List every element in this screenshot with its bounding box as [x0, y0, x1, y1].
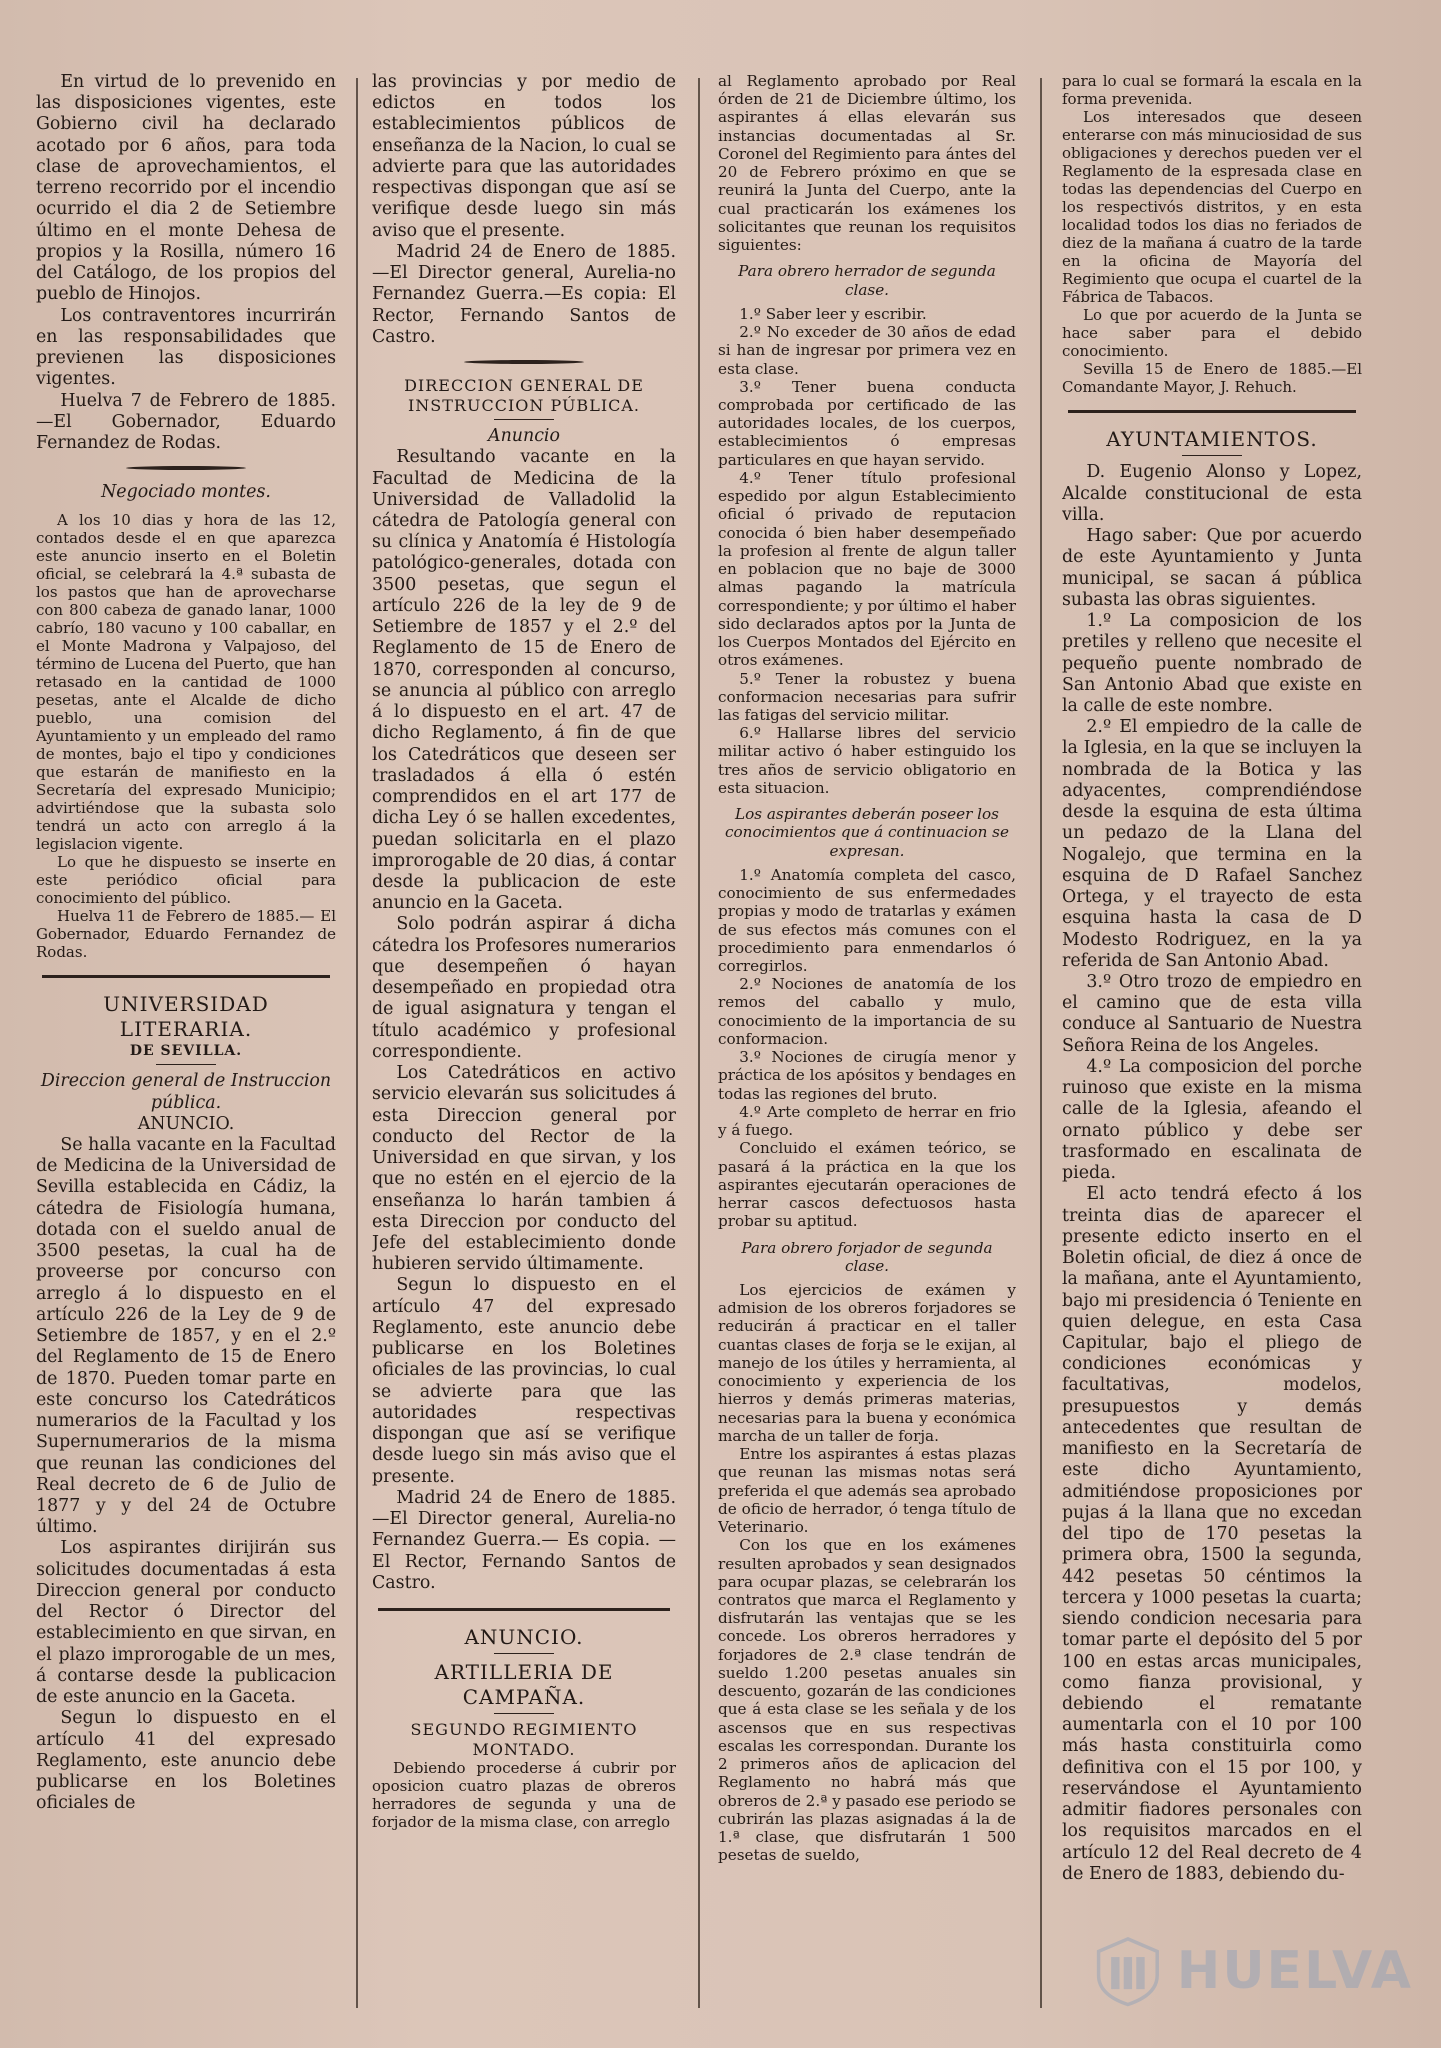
edict-text: En virtud de lo prevenido en las disposiciones vigentes, este Gobierno civil ha declarado acotado por 6 años, para toda clase de aprovechamientos, el terreno recorrido por el incendio ocurrido el dia 2 de Setiembre último en el monte Dehesa de propios y la Rosilla, número 16 del Catálogo, de los propios del pueblo de Hinojos.: [36, 72, 336, 305]
works-item: 3.º Otro trozo de empiedro en el camino que de esta villa conduce al Santuario de Nuestra Señora Reina de los Angeles.: [1062, 972, 1362, 1056]
auction-signature: Huelva 11 de Febrero de 1885.— El Gobernador, Eduardo Fernandez de Rodas.: [36, 907, 336, 962]
section-title: Negociado montes.: [101, 482, 271, 503]
short-rule: [494, 1653, 554, 1654]
column-3: [718, 72, 1016, 2008]
municipal-text: D. Eugenio Alonso y Lopez, Alcalde constitucional de esta villa.: [1062, 462, 1362, 525]
knowledge-item: 3.º Nociones de cirugía menor y práctica de los apósitos y bendages en todas las regiones del bruto.: [718, 1048, 1016, 1103]
requirement-item: 1.º Saber leer y escribir.: [739, 304, 927, 323]
requirement-item: 5.º Tener la robustez y buena conformacion necesarias para sufrir las fatigas del servicio militar.: [718, 669, 1016, 724]
auction-text: Lo que he dispuesto se inserte en este periódico oficial para conocimiento del público.: [36, 853, 336, 908]
regiment-text: al Reglamento aprobado por Real órden de 21 de Diciembre último, los aspirantes á ellas elevarán sus instancias documentadas al Sr. Coronel del Regimiento para ántes del 20 de Febrero próximo en que se reunirá la Junta del Cuerpo, ante la cual practicarán los exámenes los solicitantes que reunan los requisitos siguientes:: [718, 72, 1016, 255]
requirement-item: 4.º Tener título profesional espedido por algun Establecimiento oficial ó privado de reputacion conocida ó bien haber desempeñado la profesion al frente de algun taller en poblacion que no baje de 3000 almas pagando la matrícula correspondiente; y por último el haber sido declarados aptos por la Junta de los Cuerpos Montados del Ejército en otros exámenes.: [718, 468, 1016, 670]
regiment-text: para lo cual se formará la escala en la forma prevenida.: [1062, 72, 1362, 108]
knowledge-item: 1.º Anatomía completa del casco, conocimiento de sus enfermedades propias y modo de tratarlas y exámen de sus efectos más comunes con el procedimiento para enmendarlos ó corregirlos.: [718, 865, 1016, 976]
divider-ornament: [464, 360, 584, 364]
announcement-text: Se halla vacante en la Facultad de Medicina de la Universidad de Sevilla establecida en Cádiz, la cátedra de Fisiología humana, dotada con el sueldo anual de 3500 pesetas, la cual ha de proveerse por concurso con arreglo á lo dispuesto en el artículo 226 de la Ley de 9 de Setiembre de 1857, y en el 2.º del Reglamento de 15 de Enero de 1870. Pueden tomar parte en este concurso los Catedráticos numerarios de la Facultad y los Supernumerarios de la misma que reunan las condiciones del Real decreto de 6 de Julio de 1877 y y del 24 de Octubre último.: [36, 1135, 336, 1538]
university-subtitle: DE SEVILLA.: [129, 1043, 243, 1060]
artillery-title: ARTILLERIA DE CAMPAÑA.: [434, 1660, 614, 1709]
announcement-text: Resultando vacante en la Facultad de Medicina de la Universidad de Valladolid la cátedra de Patología general con su clínica y Anatomía é Histología patológico-generales, dotada con 3500 pesetas, que segun el artículo 226 de la ley de 9 de Setiembre de 1857 y el 2.º del Reglamento de 15 de Enero de 1870, corresponden al concurso, se anuncia al público con arreglo á lo dispuesto en el art. 47 de dicho Reglamento, á fin de que los Catedráticos que deseen ser trasladados á ella ó estén comprendidos en el art 177 de dicha Ley ó se hallen excedentes, puedan solicitarla en el plazo improrogable de 20 dias, á contar desde la publicacion de este anuncio en la Gaceta.: [372, 447, 676, 914]
regiment-text: Los interesados que deseen enterarse con más minuciosidad de sus obligaciones y derechos pueden ver el Reglamento de la espresada clase en todas las dependencias del Cuerpo en los respectivós distritos, y en esta localidad todos los dias no feriados de diez de la mañana á cuatro de la tarde en la oficina de Mayoría del Regimiento que ocupa el cuartel de la Fábrica de Tabacos.: [1062, 108, 1362, 306]
library-watermark: [1093, 1916, 1413, 2026]
subsection-title: Los aspirantes deberán poseer los conocimientos que á continuacion se expresan.: [725, 805, 1009, 860]
works-item: 1.º La composicion de los pretiles y relleno que necesite el pequeño puente nombrado de San Antonio Abad que existe en la calle de este nombre.: [1062, 611, 1362, 716]
column-1: [36, 72, 336, 2008]
knowledge-item: 2.º Nociones de anatomía de los remos del caballo y mulo, conocimiento de la importancia de su conformacion.: [718, 975, 1016, 1048]
subsection-title: Para obrero forjador de segunda clase.: [741, 1238, 993, 1275]
column-divider: [356, 78, 358, 2008]
announcement-signature: Madrid 24 de Enero de 1885. —El Director general, Aurelia-no Fernandez Guerra.—Es copia: El Rector, Fernando Santos de Castro.: [372, 241, 676, 347]
divider-ornament: [126, 466, 246, 470]
column-divider: [1040, 78, 1042, 2008]
university-title: UNIVERSIDAD LITERARIA.: [103, 992, 269, 1041]
short-rule: [1182, 455, 1242, 456]
municipal-text: Hago saber: Que por acuerdo de este Ayuntamiento y Junta municipal, se sacan á pública subasta las obras siguientes.: [1062, 526, 1362, 610]
requirement-item: 6.º Hallarse libres del servicio militar activo ó haber estinguido los tres años de servicio obligatorio en esta situacion.: [718, 724, 1016, 797]
municipal-text: El acto tendrá efecto á los treinta dias de aparecer el presente edicto inserto en el Boletin oficial, de diez á once de la mañana, ante el Ayuntamiento, bajo mi presidencia ó Teniente en quien delegue, en esta Casa Capitular, bajo el pliego de condiciones económicas y facultativas, modelos, presupuestos y demás antecedentes que resultan de manifiesto en la Secretaría de este dicho Ayuntamiento, admitiéndose proposiciones por pujas á la llana que no excedan del tipo de 170 pesetas la primera obra, 1500 la segunda, 442 pesetas 50 céntimos la tercera y 1000 pesetas la cuarta; siendo condicion necesaria para tomar parte el depósito del 5 por 100 en estas arcas municipales, como fianza provisional, y debiendo el rematante aumentarla con el 10 por 100 más hasta constituirla como definitiva con el 15 por 100, y reservándose el Ayuntamiento admitir fiadores personales con los requisitos marcados en el artículo 12 del Real decreto de 4 de Enero de 1883, debiendo du-: [1062, 1184, 1362, 1884]
section-rule: [1068, 410, 1356, 413]
announcement-text: Los aspirantes dirijirán sus solicitudes documentadas á esta Direccion general por conducto del Rector ó Director del establecimiento en que sirvan, en el plazo improrogable de un mes, á contarse desde la publicacion de este anuncio en la Gaceta.: [36, 1538, 336, 1708]
announcement-signature: Madrid 24 de Enero de 1885. —El Director general, Aurelia-no Fernandez Guerra.— Es copia. — El Rector, Fernando Santos de Castro.: [372, 1487, 676, 1593]
regiment-text: Debiendo procederse á cubrir por oposicion cuatro plazas de obreros herradores de segunda y una de forjador de la misma clase, con arreglo: [372, 1759, 676, 1832]
short-rule: [494, 1713, 554, 1714]
auction-text: A los 10 dias y hora de las 12, contados desde el en que aparezca este anuncio inserto en el Boletin oficial, se celebrará la 4.ª subasta de los pastos que han de aprovecharse con 800 cabeza de ganado lanar, 1000 cabrío, 180 vacuno y 100 caballar, en el Monte Madrona y Valpajoso, del término de Lucena del Puerto, que han retasado en la cantidad de 1000 pesetas, ante el Alcalde de dicho pueblo, una comision del Ayuntamiento y un empleado del ramo de montes, bajo el tipo y condiciones que estarán de manifiesto en la Secretaría del expresado Municipio; advirtiéndose que la subasta solo tendrá un acto con arreglo á la legislacion vigente.: [36, 511, 336, 854]
regiment-signature: Sevilla 15 de Enero de 1885.—El Comandante Mayor, J. Rehuch.: [1062, 360, 1362, 396]
announcement-title: Anuncio: [488, 426, 560, 447]
requirement-item: 3.º Tener buena conducta comprobada por certificado de las autoridades locales, de los cuerpos, establecimientos ó empresas particulares en que hayan servido.: [718, 377, 1016, 469]
column-divider: [698, 78, 700, 2008]
regiment-title: SEGUNDO REGIMIENTO MONTADO.: [410, 1720, 638, 1759]
section-rule: [378, 1608, 670, 1611]
edict-text: Los contraventores incurrirán en las responsabilidades que previenen las disposiciones vigentes.: [36, 305, 336, 390]
municipality-title: AYUNTAMIENTOS.: [1106, 427, 1318, 451]
column-4: [1062, 72, 1362, 2008]
short-rule: [494, 419, 554, 420]
direction-title: DIRECCION GENERAL DE INSTRUCCION PÚBLICA.: [404, 376, 644, 415]
works-item: 4.º La composicion del porche ruinoso que existe en la misma calle de la Iglesia, afeando el ornato público y debe ser trasformado en escalinata de pieda.: [1062, 1056, 1362, 1184]
regiment-text: Entre los aspirantes á estas plazas que reunan las mismas notas será preferida el que además sea aprobado de oficio de herrador, ó tenga título de Veterinario.: [718, 1445, 1016, 1537]
regiment-text: Concluido el exámen teórico, se pasará á la práctica en la que los aspirantes ejecutarán operaciones de herrar cascos defectuosos hasta probar su aptitud.: [718, 1139, 1016, 1231]
library-stamp-icon: [1093, 1921, 1163, 2021]
regiment-text: Con los que en los exámenes resulten aprobados y sean designados para ocupar plazas, se celebrarán los contratos que marca el Reglamento y disfrutarán las ventajas que se les concede. Los obreros herradores y forjadores de 2.ª clase tendrán de sueldo 1.200 pesetas anuales sin descuento, gozarán de las condiciones que á esta clase se les señala y de los ascensos que en sus respectivas escalas les correspondan. Durante los 2 primeros años de aplicacion del Reglamento no habrá más que obreros de 2.ª y pasado ese periodo se cubrirán las plazas asignadas á la de 1.ª clase, que disfrutarán 1 500 pesetas de sueldo,: [718, 1536, 1016, 1865]
column-2: [372, 72, 676, 2008]
requirement-item: 2.º No exceder de 30 años de edad si han de ingresar por primera vez en esta clase.: [718, 323, 1016, 378]
section-rule: [42, 975, 330, 978]
announcement-text: Los Catedráticos en activo servicio elevarán sus solicitudes á esta Direccion general por conducto del Rector de la Universidad en que sirvan, y los que no estén en el ejercio de la enseñanza lo harán tambien á esta Direccion por conducto del Jefe del establecimiento donde hubieren servido últimamente.: [372, 1063, 676, 1275]
regiment-text: Los ejercicios de exámen y admision de los obreros forjadores se reducirán á practicar en el taller cuantas clases de forja se le exijan, al manejo de los útiles y herramienta, al conocimiento y experiencia de los hierros y demás primeras materias, necesarias para la buena y económica marcha de un taller de forja.: [718, 1281, 1016, 1445]
regiment-text: Lo que por acuerdo de la Junta se hace saber para el debido conocimiento.: [1062, 306, 1362, 360]
direction-title: Direccion general de Instruccion pública.: [40, 1071, 332, 1113]
announcement-text: Solo podrán aspirar á dicha cátedra los Profesores numerarios que desempeñen ó hayan desempeñado en propiedad otra de igual asignatura y tengan el título académico y profesional correspondiente.: [372, 914, 676, 1062]
knowledge-item: 4.º Arte completo de herrar en frio y á fuego.: [718, 1102, 1016, 1140]
subsection-title: Para obrero herrador de segunda clase.: [738, 262, 996, 299]
announcement-title: ANUNCIO.: [464, 1624, 584, 1649]
works-item: 2.º El empiedro de la calle de la Iglesia, en la que se incluyen la nombrada de la Botica y las adyacentes, comprendiéndose desde la esquina de esta última un pedazo de la Llana del Nogalejo, que termina en la esquina de D Rafael Sanchez Ortega, y el trayecto de esta esquina hasta la casa de D Modesto Rodriguez, en la ya referida de San Antonio Abad.: [1062, 717, 1362, 971]
announcement-text: Segun lo dispuesto en el artículo 41 del expresado Reglamento, este anuncio debe publicarse en los Boletines oficiales de: [36, 1708, 336, 1814]
edict-signature: Huelva 7 de Febrero de 1885. —El Gobernador, Eduardo Fernandez de Rodas.: [36, 390, 336, 453]
short-rule: [156, 1064, 216, 1065]
announcement-title: ANUNCIO.: [137, 1113, 235, 1134]
announcement-text: las provincias y por medio de edictos en todos los establecimientos públicos de enseñanza de la Nacion, lo cual se advierte para que las autoridades respectivas dispongan que así se verifique desde luego sin más aviso que el presente.: [372, 72, 676, 241]
announcement-text: Segun lo dispuesto en el artículo 47 del expresado Reglamento, este anuncio debe publicarse en los Boletines oficiales de las provincias, lo cual se advierte para que las autoridades respectivas dispongan que así se verifique desde luego sin más aviso que el presente.: [372, 1275, 676, 1487]
watermark-text: HUELVA: [1176, 1941, 1413, 2001]
